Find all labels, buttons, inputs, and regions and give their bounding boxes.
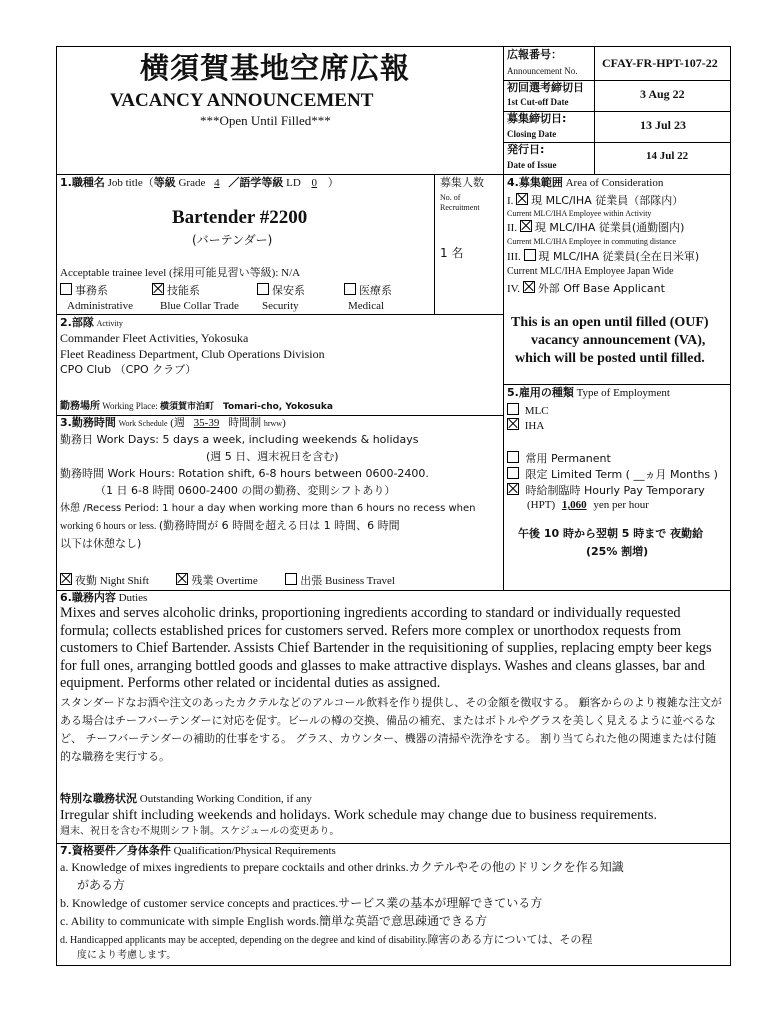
work-days: 勤務日 Work Days: 5 days a week, including weekends & holidays: [60, 433, 419, 446]
grade-value: 4: [214, 177, 220, 189]
checkbox-consideration-1[interactable]: [520, 220, 532, 232]
night-pay-2: (25% 割増): [586, 545, 649, 558]
employment-heading: [507, 387, 670, 400]
work-hours-jp: （1 日 6-8 時間 0600-2400 の間の勤務、変則シフトあり）: [95, 484, 396, 497]
consideration-item-1: [507, 220, 684, 235]
schedule-hrww: hrww: [263, 419, 283, 428]
qual-jp-1: サービス業の基本が理解できている方: [338, 896, 543, 910]
consideration-heading-jp: 4.募集範囲: [507, 176, 563, 189]
flag-jp-2: 出張: [300, 574, 323, 587]
recruit-divider: [434, 174, 435, 314]
meta-label-jp-1: 初回選考締切日: [507, 81, 584, 94]
consideration-en-1: Current MLC/IHA Employee in commuting distance: [507, 237, 677, 246]
checkbox-night-shift[interactable]: [60, 573, 72, 585]
condition-jp: 週末、祝日を含む不規則シフト制。スケジュールの変更あり。: [60, 826, 340, 837]
grade-en: Grade: [178, 177, 206, 189]
ouf-line-2: vacancy announcement (VA),: [531, 333, 706, 348]
activity-line-2: Fleet Readiness Department, Club Operations Division: [60, 347, 325, 361]
recess-en2: working 6 hours or less.: [60, 521, 157, 532]
consideration-num-0: I.: [507, 195, 514, 207]
schedule-week-jp: 週: [173, 416, 185, 429]
employment-rate: [527, 499, 649, 512]
qual-item-1: [60, 897, 542, 911]
schedule-heading-jp: 3.勤務時間: [60, 416, 116, 429]
category-en-1: Blue Collar Trade: [160, 300, 239, 312]
iha-label: IHA: [524, 420, 545, 432]
trainee-level: Acceptable trainee level (採用可能見習い等級): N/A: [60, 267, 301, 279]
category-3: [344, 283, 392, 298]
ld-value: 0: [311, 177, 318, 189]
recruit-label-jp: 募集人数: [440, 176, 484, 189]
employment-heading-en: Type of Employment: [576, 387, 670, 399]
job-title-jp: (バーテンダー): [192, 233, 273, 247]
ld-en: LD: [286, 177, 301, 189]
checkbox-mlc[interactable]: [507, 403, 519, 415]
consideration-item-2: [507, 249, 699, 264]
schedule-heading: 3.勤務時間 Work Schedule (週 35-39 時間制 hrww): [60, 416, 286, 429]
frame-bottom: [56, 965, 731, 966]
schedule-hours: 35-39: [193, 417, 220, 429]
employment-limited: [507, 467, 718, 482]
hourly-label: 時給制臨時 Hourly Pay Temporary: [525, 484, 705, 497]
employment-hourly: [507, 483, 705, 498]
consideration-en-0: Current MLC/IHA Employee within Activity: [507, 209, 652, 218]
checkbox-consideration-0[interactable]: [516, 193, 528, 205]
meta-label-en-3: Date of Issue: [507, 160, 557, 170]
category-label-3: 医療系: [359, 284, 392, 297]
flag-en-2: Business Travel: [325, 575, 395, 587]
qual-item-3: [60, 934, 592, 947]
ouf-line-1: This is an open until filled (OUF): [511, 315, 709, 330]
job-title-line: [60, 177, 339, 190]
schedule-hours-jp: 時間制: [228, 416, 262, 429]
place-label-en: Working Place:: [102, 401, 158, 411]
qual-item-0: [60, 861, 624, 875]
checkbox-hourly[interactable]: [507, 483, 519, 495]
job-label-jp: 1.職種名: [60, 176, 105, 189]
title-jp: 横須賀基地空席広報: [140, 51, 411, 85]
work-days-jp: (週 5 日、週末祝日を含む): [206, 450, 339, 463]
qual-jp-2: 簡単な英語で意思疎通できる方: [318, 914, 487, 928]
category-en-0: Administrative: [67, 300, 133, 312]
meta-label-jp-0: 広報番号：: [507, 48, 562, 61]
category-0: [60, 283, 108, 298]
frame-right: [730, 46, 731, 966]
category-1: [152, 283, 200, 298]
qual-heading-en: Qualification/Physical Requirements: [173, 845, 336, 857]
qual-jp-3: 障害のある方については、その程: [427, 933, 593, 946]
checkbox-business-travel[interactable]: [285, 573, 297, 585]
qual-en-3: d. Handicapped applicants may be accepted, depending on the degree and kind of disability.: [60, 935, 428, 946]
category-label-1: 技能系: [167, 284, 200, 297]
qual-en-0: a. Knowledge of mixes ingredients to prepare cocktails and other drinks.: [60, 860, 409, 874]
schedule-top: [56, 415, 504, 416]
consideration-jp-3: 外部 Off Base Applicant: [537, 282, 665, 295]
consideration-num-2: III.: [507, 251, 521, 263]
category-en-3: Medical: [348, 300, 385, 312]
condition-label-jp: 特別な職務状況: [60, 792, 137, 805]
job-bottom: [56, 314, 504, 315]
checkbox-permanent[interactable]: [507, 451, 519, 463]
recess-line-2: [60, 520, 400, 533]
duties-text-en: Mixes and serves alcoholic drinks, proportioning ingredients according to standard or individually requested formula; collects established prices for customers served. Refers more complex or unorthodox requests from customers to Chief Bartender. Assists Chief Bartender in the requisitioning of supplies, replacing empty beer kegs for full ones, arranging bottled goods and glasses to make attractive displays. Washes and cleans glasses, bar and equipment. Performs other related or incidental duties as assigned.: [60, 605, 712, 692]
ld-label: ／語学等級: [228, 176, 284, 189]
duties-heading-en: Duties: [118, 592, 148, 604]
place-value: 横須賀市泊町 Tomari-cho, Yokosuka: [160, 402, 333, 412]
category-2: [257, 283, 305, 298]
place-label-jp: 勤務場所: [60, 401, 100, 412]
checkbox-consideration-3[interactable]: [523, 281, 535, 293]
checkbox-overtime[interactable]: [176, 573, 188, 585]
consideration-num-1: II.: [507, 222, 518, 234]
frame-left: [56, 46, 57, 966]
qual-heading: [60, 845, 336, 858]
flag-jp-1: 残業: [191, 574, 214, 587]
qual-heading-jp: 7.資格要件／身体条件: [60, 844, 171, 857]
meta-divider: [594, 46, 595, 174]
qual-en-2: c. Ability to communicate with simple English words.: [60, 914, 319, 928]
job-close: ）: [327, 177, 339, 189]
mlc-label: MLC: [524, 405, 549, 417]
consideration-jp-1: 現 MLC/IHA 従業員(通勤圏内): [534, 221, 685, 234]
meta-label-jp-2: 募集締切日:: [507, 112, 567, 125]
meta-label-en-1: 1st Cut-off Date: [507, 97, 569, 107]
hourly-rate: 1,060: [561, 499, 587, 511]
category-label-2: 保安系: [272, 284, 305, 297]
meta-label-jp-3: 発行日:: [507, 143, 545, 156]
recruit-count: 1 名: [440, 246, 464, 260]
activity-line-3: CPO Club （CPO クラブ）: [60, 363, 197, 376]
category-en-2: Security: [262, 300, 299, 312]
qual-jp-0: カクテルやその他のドリンクを作る知識: [408, 860, 624, 874]
category-label-0: 事務系: [75, 284, 108, 297]
employment-iha: [507, 418, 544, 433]
consider-bottom: [503, 384, 731, 385]
duties-top: [56, 590, 731, 591]
limited-label: 限定 Limited Term ( __ヵ月 Months ): [525, 468, 718, 481]
qual-jp2-3: 度により考慮します。: [77, 950, 177, 961]
checkbox-blue-collar[interactable]: [152, 283, 164, 295]
header-divider: [503, 46, 504, 174]
right-column-divider: [503, 174, 504, 591]
employment-heading-jp: 5.雇用の種類: [507, 386, 574, 399]
checkbox-consideration-2[interactable]: [524, 249, 536, 261]
duties-heading: [60, 592, 147, 605]
recess-jp1: (勤務時間が 6 時間を超える日は 1 時間、6 時間: [158, 519, 400, 532]
activity-heading: [60, 317, 123, 330]
consideration-item-0: [507, 193, 683, 208]
consideration-num-3: IV.: [507, 283, 520, 295]
meta-label-en-0: Announcement No.: [507, 66, 578, 76]
consideration-item-3: [507, 281, 665, 296]
qual-en-1: b. Knowledge of customer service concepts and practices.: [60, 896, 339, 910]
grade-label: 等級: [153, 176, 176, 189]
meta-value-2: 13 Jul 23: [640, 118, 687, 132]
work-hours: 勤務時間 Work Hours: Rotation shift, 6-8 hours between 0600-2400.: [60, 467, 429, 480]
activity-line-1: Commander Fleet Activities, Yokosuka: [60, 331, 249, 345]
hpt-prefix: (HPT): [527, 499, 556, 511]
checkbox-limited[interactable]: [507, 467, 519, 479]
condition-heading: [60, 793, 312, 806]
checkbox-iha[interactable]: [507, 418, 519, 430]
recess-line-3: 以下は休憩なし): [60, 537, 142, 550]
employment-permanent: [507, 451, 611, 466]
duties-heading-jp: 6.職務内容: [60, 591, 116, 604]
meta-value-0: CFAY-FR-HPT-107-22: [602, 56, 718, 70]
permanent-label: 常用 Permanent: [525, 452, 611, 465]
condition-en: Irregular shift including weekends and holidays. Work schedule may change due to business requirements.: [60, 808, 657, 823]
activity-heading-jp: 2.部隊: [60, 316, 94, 329]
checkbox-security[interactable]: [257, 283, 269, 295]
frame-top: [56, 46, 731, 47]
ouf-line-3: which will be posted until filled.: [515, 351, 705, 366]
qual-item-2: [60, 915, 487, 929]
rate-suffix: yen per hour: [593, 499, 649, 511]
schedule-flags: [60, 573, 395, 588]
night-pay-1: 午後 10 時から翌朝 5 時まで 夜勤給: [518, 527, 704, 540]
recruit-label-en1: No. of: [440, 193, 461, 202]
job-title: Bartender #2200: [172, 207, 308, 228]
checkbox-administrative[interactable]: [60, 283, 72, 295]
checkbox-medical[interactable]: [344, 283, 356, 295]
header-bottom: [56, 174, 731, 175]
job-label-en: Job title（: [107, 177, 154, 189]
schedule-heading-en: Work Schedule: [118, 419, 168, 428]
recruit-label-en2: Recruitment: [440, 203, 480, 212]
consideration-jp-2: 現 MLC/IHA 従業員(全在日米軍): [538, 250, 700, 263]
consideration-heading: [507, 177, 663, 190]
duties-text-jp: スタンダードなお酒や注文のあったカクテルなどのアルコール飲料を作り提供し、その金額を徴収する。 顧客からのより複雑な注文がある場合はチーフバーテンダーに対応を促す。ビールの樽の交換、備品の補充、またはボトルやグラスを美しく見えるように並べるなど、 チーフバーテンダーの補助的仕事をする。 グラス、カウンター、機器の清掃や洗浄をする。 割り当てられた他の関連または付随的な職務を実行する。: [60, 696, 722, 763]
consideration-en-2: Current MLC/IHA Employee Japan Wide: [507, 266, 674, 277]
activity-heading-en: Activity: [96, 319, 123, 328]
qual-jp2-0: がある方: [77, 878, 126, 892]
consideration-jp-0: 現 MLC/IHA 従業員（部隊内）: [531, 194, 684, 207]
title-en: VACANCY ANNOUNCEMENT: [110, 90, 374, 111]
flag-jp-0: 夜勤: [75, 574, 97, 587]
flag-en-1: Overtime: [216, 575, 258, 587]
condition-label-en: Outstanding Working Condition, if any: [139, 793, 312, 805]
meta-value-3: 14 Jul 22: [646, 150, 689, 162]
recess-line-1: 休憩 /Recess Period: 1 hour a day when working more than 6 hours no recess when: [60, 503, 476, 514]
employment-mlc: [507, 403, 549, 418]
flag-en-0: Night Shift: [99, 575, 149, 587]
consideration-heading-en: Area of Consideration: [565, 177, 664, 189]
working-place: [60, 401, 333, 413]
meta-value-1: 3 Aug 22: [640, 87, 685, 101]
subtitle: ***Open Until Filled***: [200, 113, 331, 128]
meta-label-en-2: Closing Date: [507, 129, 557, 139]
